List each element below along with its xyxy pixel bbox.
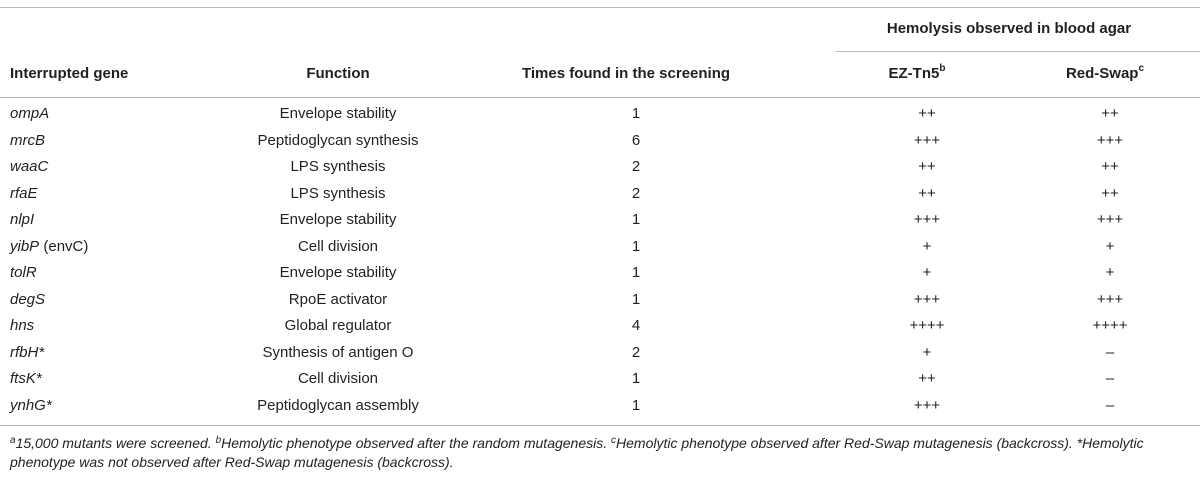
table-footnotes: [10, 434, 1190, 472]
cell-ez-tn5: +++: [913, 131, 941, 149]
gene-name: degS: [10, 290, 46, 308]
cell-red-swap: ++++: [1092, 317, 1128, 334]
cell-ez-tn5: +++: [913, 290, 941, 308]
cell-ez-tn5: +++: [913, 211, 941, 228]
table-row: [0, 128, 1200, 155]
header-interrupted-gene: Interrupted gene: [10, 65, 129, 82]
cell-times-found: 4: [631, 317, 641, 334]
footnote-c-mark: c: [611, 435, 617, 446]
cell-function: Global regulator: [284, 317, 392, 334]
cell-function: Peptidoglycan assembly: [257, 396, 419, 414]
cell-function: Cell division: [297, 237, 379, 255]
cell-red-swap: +++: [1096, 290, 1124, 308]
cell-gene: [0, 340, 238, 367]
cell-function: Envelope stability: [279, 264, 397, 281]
cell-gene: [0, 207, 238, 234]
data-table: [0, 101, 1200, 419]
cell-ez-tn5: ++: [918, 184, 936, 202]
cell-ez-tn5: ++++: [909, 317, 945, 334]
cell-red-swap: +++: [1096, 131, 1124, 149]
header-rs-label: Red-Swap: [1065, 65, 1139, 82]
header-red-swap: [1010, 65, 1200, 82]
header-ez-footnote-mark: b: [939, 63, 946, 74]
cell-red-swap: ++: [1101, 105, 1119, 122]
cell-gene: [0, 181, 238, 208]
header-times-found: Times found in the screening: [521, 65, 731, 82]
cell-times-found: 2: [631, 158, 641, 175]
cell-red-swap: +++: [1096, 211, 1124, 228]
cell-ez-tn5: ++: [918, 370, 936, 387]
cell-function: Envelope stability: [279, 211, 397, 228]
cell-gene: [0, 234, 238, 261]
table-row: [0, 313, 1200, 340]
header-ez-tn5: [824, 65, 1010, 82]
cell-ez-tn5: +++: [913, 396, 941, 414]
table-row: [0, 234, 1200, 261]
cell-function: RpoE activator: [288, 290, 388, 308]
header-rule: [0, 97, 1200, 98]
table-row: [0, 366, 1200, 393]
cell-times-found: 6: [631, 131, 641, 149]
table-row: [0, 340, 1200, 367]
cell-times-found: 1: [631, 370, 641, 387]
group-header-rule: [836, 51, 1200, 52]
footnote-a-mark: a: [10, 435, 16, 446]
footnote-star-text: *Hemolytic phenotype was not observed after Red-Swap mutagenesis (backcross).: [10, 435, 1144, 470]
table-row: [0, 101, 1200, 128]
cell-gene: [0, 393, 238, 420]
cell-gene: [0, 154, 238, 181]
cell-ez-tn5: ++: [918, 158, 936, 175]
cell-function: LPS synthesis: [290, 184, 386, 202]
cell-times-found: 1: [631, 264, 641, 281]
cell-function: Cell division: [297, 370, 379, 387]
header-ez-label: EZ-Tn5: [888, 65, 940, 82]
gene-name: hns: [10, 317, 35, 334]
footnote-a-text: 15,000 mutants were screened.: [15, 435, 216, 451]
hemolysis-group-header: Hemolysis observed in blood agar: [886, 20, 1132, 37]
cell-function: Synthesis of antigen O: [262, 343, 414, 361]
cell-times-found: 1: [631, 211, 641, 228]
cell-times-found: 2: [631, 343, 641, 361]
cell-function: LPS synthesis: [290, 158, 386, 175]
footnote-b-text: Hemolytic phenotype observed after the random mutagenesis.: [221, 435, 612, 451]
gene-name: waaC: [10, 158, 49, 175]
cell-ez-tn5: +: [922, 264, 932, 281]
cell-red-swap: –: [1105, 396, 1115, 414]
gene-name: ompA: [10, 105, 50, 122]
table-row: [0, 287, 1200, 314]
cell-times-found: 2: [631, 184, 641, 202]
cell-function: Peptidoglycan synthesis: [257, 131, 419, 149]
table-row: [0, 393, 1200, 420]
top-rule: [0, 7, 1200, 8]
cell-times-found: 1: [631, 290, 641, 308]
cell-red-swap: –: [1105, 370, 1115, 387]
gene-name: ynhG*: [10, 396, 52, 414]
cell-gene: [0, 366, 238, 393]
header-function: Function: [306, 65, 370, 82]
cell-gene: [0, 128, 238, 155]
gene-name: rfbH*: [10, 343, 45, 361]
cell-function: Envelope stability: [279, 105, 397, 122]
cell-times-found: 1: [631, 396, 641, 414]
cell-red-swap: +: [1105, 237, 1115, 255]
cell-ez-tn5: ++: [918, 105, 936, 122]
header-rs-footnote-mark: c: [1138, 63, 1145, 74]
cell-times-found: 1: [631, 105, 641, 122]
table-row: [0, 181, 1200, 208]
cell-gene: [0, 260, 238, 287]
cell-gene: [0, 313, 238, 340]
table-row: [0, 207, 1200, 234]
bottom-rule: [0, 425, 1200, 426]
gene-name: yibP: [10, 237, 40, 255]
cell-red-swap: ++: [1101, 184, 1119, 202]
gene-name: nlpI: [10, 211, 35, 228]
cell-times-found: 1: [631, 237, 641, 255]
gene-name: rfaE: [10, 184, 38, 202]
gene-name: ftsK*: [10, 370, 42, 387]
gene-alias: (envC): [39, 237, 89, 255]
footnote-b-mark: b: [215, 435, 222, 446]
footnote-c-text: Hemolytic phenotype observed after Red-Swap mutagenesis (backcross).: [616, 435, 1077, 451]
cell-gene: [0, 101, 238, 128]
cell-red-swap: ++: [1101, 158, 1119, 175]
cell-ez-tn5: +: [922, 237, 932, 255]
cell-red-swap: –: [1105, 343, 1115, 361]
table-row: [0, 260, 1200, 287]
table-row: [0, 154, 1200, 181]
gene-name: mrcB: [10, 131, 45, 149]
cell-red-swap: +: [1105, 264, 1115, 281]
cell-ez-tn5: +: [922, 343, 932, 361]
gene-name: tolR: [10, 264, 37, 281]
cell-gene: [0, 287, 238, 314]
